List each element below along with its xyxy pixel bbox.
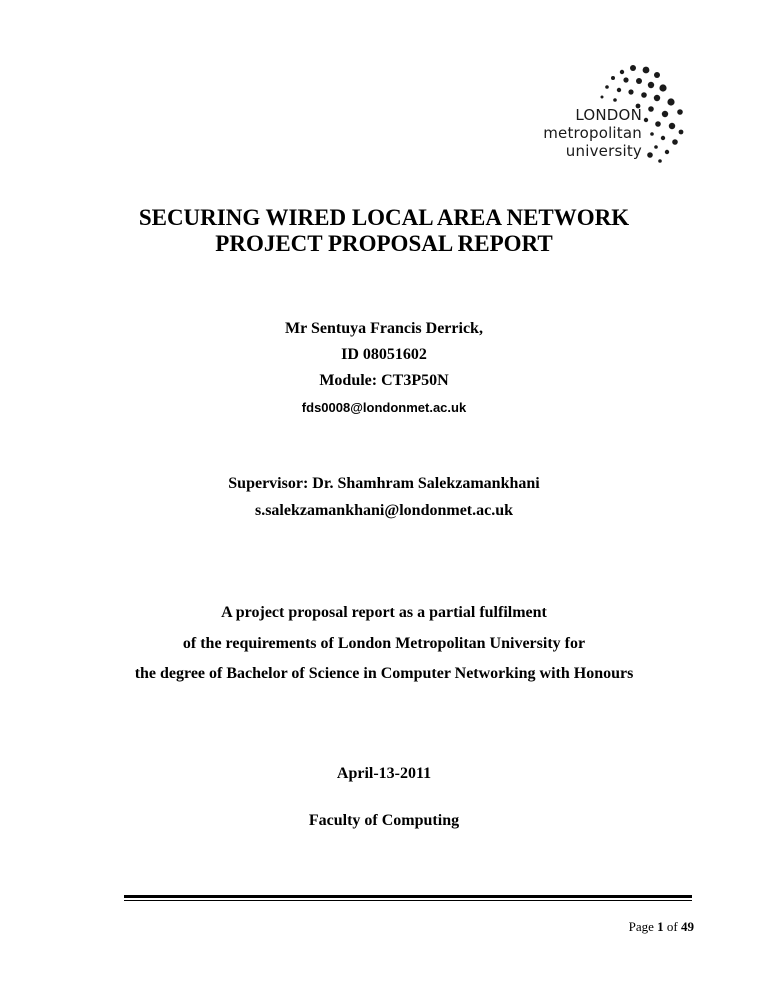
faculty-name: Faculty of Computing (308, 812, 460, 829)
author-email: fds0008@londonmet.ac.uk (301, 400, 467, 415)
university-logo (530, 62, 700, 170)
author-name: Mr Sentuya Francis Derrick, (285, 320, 483, 337)
statement-line3: the degree of Bachelor of Science in Computer Networking with Honours (134, 665, 634, 682)
statement-line1: A project proposal report as a partial fulfilment (221, 604, 547, 621)
logo-line-metropolitan: metropolitan (543, 124, 642, 142)
page-label: Page (628, 919, 654, 934)
page-number (629, 919, 694, 935)
statement-line2: of the requirements of London Metropolitan University for (182, 635, 586, 652)
student-id: ID 08051602 (341, 346, 427, 363)
module-code: Module: CT3P50N (319, 372, 449, 389)
footer-rule-thin (124, 900, 692, 901)
logo-line-london: LONDON (575, 106, 642, 124)
page-of: of (666, 919, 678, 934)
submission-date: April-13-2011 (336, 765, 432, 782)
supervisor-email: s.salekzamankhani@londonmet.ac.uk (254, 502, 514, 519)
supervisor-name: Supervisor: Dr. Shamhram Salekzamankhani (228, 475, 540, 492)
report-title-line2: PROJECT PROPOSAL REPORT (215, 231, 553, 256)
report-title-line1: SECURING WIRED LOCAL AREA NETWORK (138, 205, 630, 230)
logo-line-university: university (565, 142, 642, 160)
page-total: 49 (681, 919, 694, 934)
footer-rule-thick (124, 895, 692, 898)
page-current: 1 (657, 919, 664, 934)
